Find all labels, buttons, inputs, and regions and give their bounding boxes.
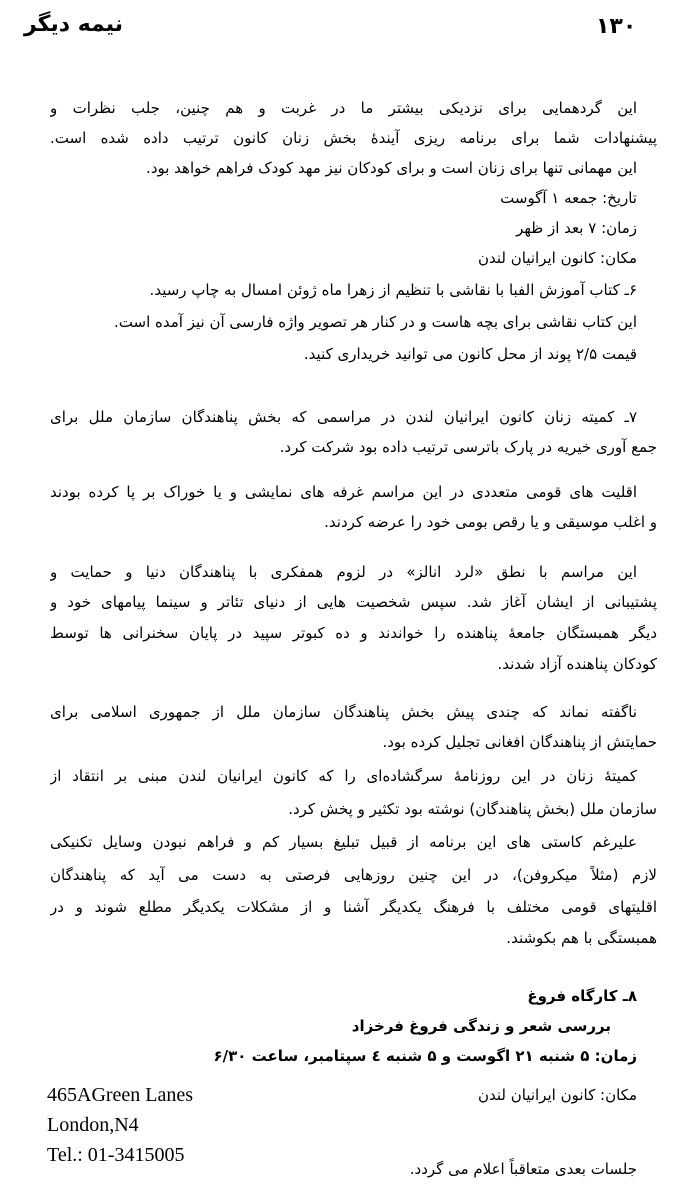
item8-subtitle: بررسی شعر و زندگی فروغ فرخزاد (351, 1017, 611, 1035)
item6-line: ۶ـ کتاب آموزش الفبا با نقاشی با تنظیم از زهرا ماه ژوئن امسال به چاپ رسید. (149, 281, 637, 299)
item7-line: پشتیبانی از ایشان آغاز شد. سپس شخصیت هایی از دنیای تئاتر و سینما پیامهای خود و (50, 593, 657, 611)
item8-heading: ۸ـ کارگاه فروغ (527, 987, 637, 1005)
item7-line: ۷ـ کمیته زنان کانون ایرانیان لندن در مراسمی که بخش پناهندگان سازمان ملل برای (50, 408, 637, 426)
page-number: ۱۳۰ (596, 14, 637, 39)
item7-line: اقلیت های قومی متعددی در این مراسم غرفه های نمایشی و یا خوراک بر پا کرده بودند (50, 483, 637, 501)
running-title: نیمه دیگر (24, 12, 124, 37)
event-date: تاریخ: جمعه ۱ آگوست (500, 189, 637, 207)
address-city: London,N4 (47, 1114, 139, 1136)
item8-time: زمان: ۵ شنبه ۲۱ اگوست و ۵ شنبه ٤ سپتامبر، ساعت ۶/۳۰ (213, 1047, 637, 1065)
item7-line: دیگر همبستگان جامعهٔ پناهنده را خواندند و ده کبوتر سپید در پایان سخنرانی ها توسط (50, 624, 657, 642)
intro-paragraph-line: این گردهمایی برای نزدیکی بیشتر ما در غربت و هم چنین، جلب نظرات و (50, 99, 637, 117)
address-phone: Tel.: 01-3415005 (47, 1144, 185, 1166)
item7-line: و اغلب موسیقی و یا رقص بومی خود را عرضه کردند. (324, 513, 657, 531)
item8-note: جلسات بعدی متعاقباً اعلام می گردد. (409, 1160, 637, 1178)
item8-place: مکان: کانون ایرانیان لندن (478, 1086, 637, 1104)
address-street: 465AGreen Lanes (47, 1084, 194, 1106)
item6-line: قیمت ۲/۵ پوند از محل کانون می توانید خریداری کنید. (303, 345, 637, 363)
item7-line: علیرغم کاستی های این برنامه از قبیل تبلیغ بسیار کم و فراهم نبودن وسایل تکنیکی (50, 833, 637, 851)
item7-line: کودکان پناهنده آزاد شدند. (497, 655, 657, 673)
intro-paragraph-line: پیشنهادات شما برای برنامه ریزی آیندهٔ بخش زنان کانون ترتیب داده شده است. (50, 129, 657, 147)
event-place: مکان: کانون ایرانیان لندن (478, 249, 637, 267)
item7-line: کمیتهٔ زنان در این روزنامهٔ سرگشاده‌ای را که کانون ایرانیان لندن مبنی بر انتقاد از (50, 767, 637, 785)
item7-line: ناگفته نماند که چندی پیش بخش پناهندگان سازمان ملل از جمهوری اسلامی برای (50, 703, 637, 721)
item7-line: این مراسم با نطق «لرد انالز» در لزوم همفکری با پناهندگان دنیا و حمایت و (50, 563, 637, 581)
item7-line: حمایتش از پناهندگان افغانی تجلیل کرده بود. (382, 733, 657, 751)
item7-line: اقلیتهای قومی مختلف با فرهنگ یکدیگر آشنا و از مشکلات یکدیگر مطلع شوند و در (50, 898, 657, 916)
item7-line: سازمان ملل (بخش پناهندگان) نوشته بود تکثیر و پخش کرد. (288, 800, 657, 818)
item7-line: لازم (مثلاً میکروفن)، در این چنین روزهایی فرصتی به دست می آید که پناهندگان (50, 866, 657, 884)
item6-line: این کتاب نقاشی برای بچه هاست و در کنار هر تصویر واژه فارسی آن نیز آمده است. (114, 313, 637, 331)
item7-line: همبستگی با هم بکوشند. (506, 929, 657, 947)
guest-note: این مهمانی تنها برای زنان است و برای کودکان نیز مهد کودک فراهم خواهد بود. (146, 159, 637, 177)
event-time: زمان: ۷ بعد از ظهر (516, 219, 637, 237)
item7-line: جمع آوری خیریه در پارک باترسی ترتیب داده بود شرکت کرد. (279, 438, 657, 456)
